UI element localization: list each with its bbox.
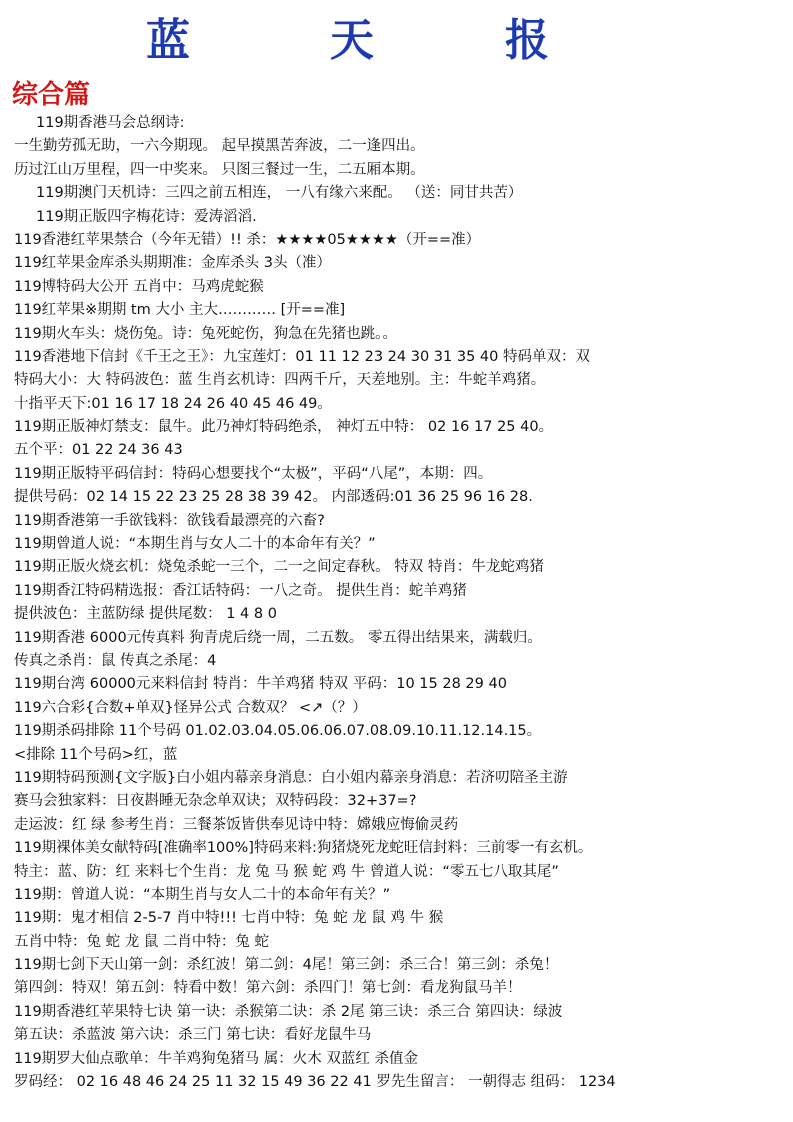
text-line: 119期：鬼才相信 2-5-7 肖中特!!! 七肖中特：兔 蛇 龙 鼠 鸡 牛 猴 — [14, 910, 444, 927]
text-line: 一生勤劳孤无助，一六今期现。 起早摸黑苦奔波，二一逢四出。 — [14, 138, 425, 155]
content-lines — [0, 112, 793, 1094]
text-line: 赛马会独家料：日夜斟睡无杂念单双诀；双特码段：32+37=? — [14, 793, 417, 810]
text-line: 提供波色：主蓝防绿 提供尾数： 1 4 8 0 — [14, 606, 277, 623]
text-line: 119期澳门天机诗：三四之前五相连， 一八有缘六来配。 （送：同甘共苦） — [36, 185, 523, 202]
text-line: 119红苹果金库杀头期期准：金库杀头 3头（准） — [14, 255, 332, 272]
text-line: 传真之杀肖：鼠 传真之杀尾：4 — [14, 652, 217, 669]
text-line: 119香港地下信封《千王之王》：九宝莲灯：01 11 12 23 24 30 31 35 40 特码单双：双 — [14, 348, 590, 365]
text-line: 119期正版特平码信封：特码心想要找个“太极”，平码“八尾”，本期：四。 — [14, 465, 493, 482]
text-line: 119期火车头：烧伤兔。诗：兔死蛇伤，狗急在先猪也跳。。 — [14, 325, 397, 342]
text-line: 119期香江特码精选报：香江话特码：一八之奇。 提供生肖：蛇羊鸡猪 — [14, 582, 467, 599]
text-line: 119六合彩{合数+单双}怪异公式 合数双？ <↗（？） — [14, 699, 367, 716]
text-line: <排除 11个号码>红，蓝 — [14, 746, 178, 763]
text-line: 走运波：红 绿 参考生肖：三餐茶饭皆供奉见诗中特：嫦娥应悔偷灵药 — [14, 816, 459, 833]
text-line: 罗码经： 02 16 48 46 24 25 11 32 15 49 36 22 41 罗先生留言： 一朝得志 组码： 1234 — [14, 1074, 616, 1091]
text-line: 十指平天下:01 16 17 18 24 26 40 45 46 49。 — [14, 395, 332, 412]
text-line: 119期罗大仙点歌单：牛羊鸡狗兔猪马 属：火木 双蓝红 杀值金 — [14, 1050, 419, 1067]
text-line: 119期正版神灯禁支：鼠牛。此乃神灯特码绝杀， 神灯五中特： 02 16 17 25 40。 — [14, 419, 554, 436]
text-line: 119红苹果※期期 tm 大小 主大………… [开==准] — [14, 302, 346, 319]
masthead — [0, 4, 793, 66]
text-line: 119期香港马会总纲诗: — [36, 115, 185, 131]
text-line: 119期台湾 60000元来料信封 特肖：牛羊鸡猪 特双 平码：10 15 28 29 40 — [14, 676, 507, 693]
section-heading: 综合篇 — [12, 80, 91, 110]
text-line: 119期香港 6000元传真料 狗青虎后绕一周，二五数。 零五得出结果来，满载归。 — [14, 629, 542, 646]
text-line: 119期香港第一手欲钱料：欲钱看最漂亮的六畜? — [14, 512, 325, 529]
text-line: 119期杀码排除 11个号码 01.02.03.04.05.06.06.07.08.09.10.11.12.14.15。 — [14, 723, 542, 740]
text-line: 第五诀：杀蓝波 第六诀：杀三门 第七诀：看好龙鼠牛马 — [14, 1027, 372, 1044]
text-line: 提供号码：02 14 15 22 23 25 28 38 39 42。 内部透码:01 36 25 96 16 28. — [14, 489, 533, 506]
text-line: 119期七剑下天山第一剑：杀红波！第二剑：4尾！第三剑：杀三合！第三剑：杀兔！ — [14, 957, 559, 974]
text-line: 119香港红苹果禁合（今年无错）!! 杀：★★★★05★★★★（开==准） — [14, 231, 481, 248]
masthead-char-1: 蓝 — [146, 15, 190, 66]
text-line: 119期裸体美女献特码[准确率100%]特码来料:狗猪烧死龙蛇旺信封料：三前零一有玄机。 — [14, 840, 593, 857]
text-line: 119期正版火烧玄机：烧兔杀蛇一三个，二一之间定春秋。 特双 特肖：牛龙蛇鸡猪 — [14, 559, 544, 576]
text-line: 五肖中特：兔 蛇 龙 鼠 二肖中特：兔 蛇 — [14, 933, 270, 950]
text-line: 119期：曾道人说：“本期生肖与女人二十的本命年有关？” — [14, 886, 391, 903]
masthead-char-3: 报 — [505, 15, 549, 66]
text-line: 119期曾道人说：“本期生肖与女人二十的本命年有关？” — [14, 536, 376, 553]
text-line: 特主：蓝、防：红 来料七个生肖：龙 兔 马 猴 蛇 鸡 牛 曾道人说：“零五七八取其尾” — [14, 863, 559, 880]
text-line: 119博特码大公开 五肖中：马鸡虎蛇猴 — [14, 278, 264, 295]
text-line: 第四剑：特双！第五剑：特看中数！第六剑：杀四门！第七剑：看龙狗鼠马羊！ — [14, 980, 522, 997]
text-line: 119期特码预测{文字版}白小姐内幕亲身消息：白小姐内幕亲身消息：若济叨陪圣主游 — [14, 769, 568, 786]
text-line: 五个平：01 22 24 36 43 — [14, 442, 183, 459]
text-line: 历过江山万里程，四一中奖来。 只图三餐过一生，二五厢本期。 — [14, 161, 425, 178]
text-line: 119期正版四字梅花诗：爱涛滔滔. — [36, 208, 257, 225]
masthead-char-2: 天 — [330, 15, 374, 66]
text-line: 119期香港红苹果特七诀 第一诀：杀猴第二诀：杀 2尾 第三诀：杀三合 第四诀：绿波 — [14, 1003, 563, 1020]
text-line: 特码大小：大 特码波色：蓝 生肖玄机诗：四两千斤，天差地别。主：牛蛇羊鸡猪。 — [14, 372, 546, 389]
